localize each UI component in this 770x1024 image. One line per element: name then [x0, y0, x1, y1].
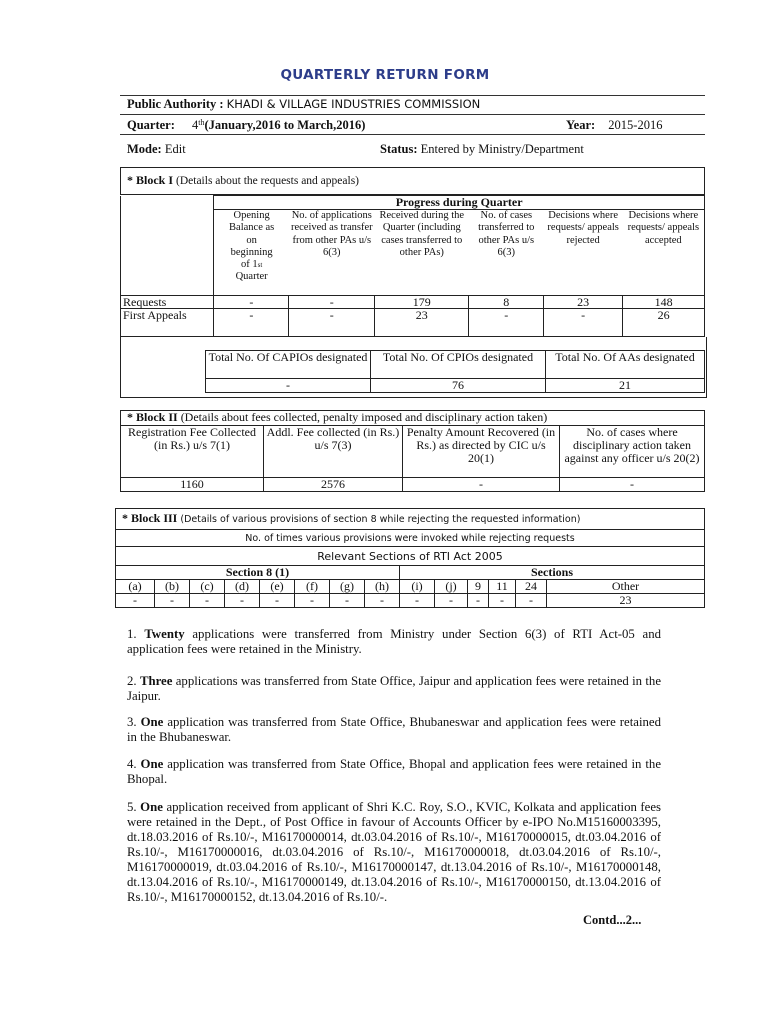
row-label: First Appeals: [121, 309, 214, 337]
values-row: [116, 594, 705, 608]
note-emphasis: One: [140, 757, 164, 771]
note-emphasis: Three: [139, 674, 173, 688]
totals-table: [205, 350, 705, 393]
quarter-label: Quarter:: [127, 118, 175, 132]
note-2: [127, 674, 661, 704]
year-value: 2015-2016: [608, 118, 663, 132]
registration-fee-header: Registration Fee Collected (in Rs.) u/s 7(1): [121, 426, 264, 478]
disciplinary-value: -: [560, 478, 705, 492]
block3-desc: (Details of various provisions of section 8 while rejecting the requested information): [180, 514, 581, 525]
col-accepted: Decisions where requests/ appeals accepted: [623, 210, 705, 296]
quarter-suffix: th: [198, 118, 205, 127]
sub-header: (f): [295, 580, 330, 594]
sub-header: Other: [547, 580, 705, 594]
header-rule: [120, 95, 705, 96]
sub-header: (g): [330, 580, 365, 594]
cell: 23: [544, 296, 623, 309]
cell: -: [469, 309, 544, 337]
sub-header: 24: [516, 580, 547, 594]
public-authority-label: Public Authority :: [127, 97, 224, 111]
addl-fee-header: Addl. Fee collected (in Rs.) u/s 7(3): [264, 426, 403, 478]
cell: -: [468, 594, 489, 608]
quarter-value: (January,2016 to March,2016): [204, 118, 366, 132]
penalty-header: Penalty Amount Recovered (in Rs.) as directed by CIC u/s 20(1): [403, 426, 560, 478]
public-authority: [127, 97, 480, 112]
note-number: 4.: [127, 757, 137, 771]
section8-label: Section 8 (1): [116, 566, 400, 580]
sub-header: (e): [260, 580, 295, 594]
block1-label: * Block I: [127, 173, 174, 187]
contd-label: Contd...2...: [583, 913, 642, 927]
addl-fee-value: 2576: [264, 478, 403, 492]
row-requests: [121, 296, 705, 309]
header-rule-2: [120, 114, 705, 115]
note-4: [127, 757, 661, 787]
note-emphasis: One: [140, 800, 163, 814]
block1-table: [120, 195, 705, 337]
block2-title: [121, 411, 705, 426]
block3-table: [115, 508, 705, 608]
cell: -: [330, 594, 365, 608]
penalty-value: -: [403, 478, 560, 492]
total-capio-header: Total No. Of CAPIOs designated: [206, 351, 371, 379]
block1-desc: (Details about the requests and appeals): [176, 175, 359, 187]
total-cpio-header: Total No. Of CPIOs designated: [371, 351, 546, 379]
sub-header: (i): [400, 580, 435, 594]
relevant-sections-label: Relevant Sections of RTI Act 2005: [116, 547, 705, 566]
note-3: [127, 715, 661, 745]
total-cpio-value: 76: [371, 379, 546, 393]
col-transferred-out: No. of cases transferred to other PAs u/s 6(3): [469, 210, 544, 296]
disciplinary-header: No. of cases where disciplinary action taken against any officer u/s 20(2): [560, 426, 705, 478]
col-rejected: Decisions where requests/ appeals rejected: [544, 210, 623, 296]
cell: -: [289, 309, 375, 337]
col-opening-balance: Opening Balance as on beginning of 1st Quarter: [214, 210, 289, 296]
block3-label: * Block III: [122, 511, 178, 525]
note-number: 2.: [127, 674, 137, 688]
block1-header: [120, 167, 705, 195]
note-number: 5.: [127, 800, 137, 814]
cell: 26: [623, 309, 705, 337]
cell: -: [214, 309, 289, 337]
cell: -: [214, 296, 289, 309]
year: [566, 118, 662, 133]
cell: -: [516, 594, 547, 608]
quarter-number: 4: [192, 118, 199, 132]
note-text: applications was transferred from State Office, Jaipur and application fees were retained in the Jaipur.: [127, 674, 661, 703]
year-label: Year:: [566, 118, 596, 132]
note-text: application was transferred from State Office, Bhopal and application fees were retained in the Bhopal.: [127, 757, 661, 786]
cell: -: [289, 296, 375, 309]
note-number: 3.: [127, 715, 137, 729]
cell: 179: [375, 296, 469, 309]
total-capio-value: -: [206, 379, 371, 393]
note-emphasis: Twenty: [144, 627, 185, 641]
sub-header: (h): [365, 580, 400, 594]
cell: 8: [469, 296, 544, 309]
progress-title: Progress during Quarter: [214, 196, 705, 210]
quarter: [127, 118, 365, 133]
sub-header-row: [116, 580, 705, 594]
registration-fee-value: 1160: [121, 478, 264, 492]
sub-header: (a): [116, 580, 155, 594]
note-5: [127, 800, 661, 905]
block2-table: [120, 410, 705, 492]
status-label: Status:: [380, 142, 418, 156]
row-first-appeals: [121, 309, 705, 337]
total-aa-value: 21: [546, 379, 705, 393]
col-transfer-received: No. of applications received as transfer from other PAs u/s 6(3): [289, 210, 375, 296]
sections-label: Sections: [400, 566, 705, 580]
cell: -: [489, 594, 516, 608]
sub-header: 9: [468, 580, 489, 594]
times-invoked-label: No. of times various provisions were invoked while rejecting requests: [116, 530, 705, 547]
mode: [127, 142, 186, 157]
note-emphasis: One: [140, 715, 164, 729]
page-title: QUARTERLY RETURN FORM: [280, 67, 490, 83]
col-received-quarter: Received during the Quarter (including cases transferred to other PAs): [375, 210, 469, 296]
sub-header: (b): [155, 580, 190, 594]
header-rule-3: [120, 134, 705, 135]
note-1: [127, 627, 661, 657]
mode-label: Mode:: [127, 142, 162, 156]
row-label: Requests: [121, 296, 214, 309]
cell: -: [260, 594, 295, 608]
cell: -: [295, 594, 330, 608]
cell: -: [435, 594, 468, 608]
cell: -: [190, 594, 225, 608]
sub-header: 11: [489, 580, 516, 594]
block3-title: [116, 509, 705, 530]
cell: 23: [375, 309, 469, 337]
sub-header: (c): [190, 580, 225, 594]
total-aa-header: Total No. Of AAs designated: [546, 351, 705, 379]
cell: -: [544, 309, 623, 337]
sub-header: (j): [435, 580, 468, 594]
cell: -: [365, 594, 400, 608]
cell: -: [225, 594, 260, 608]
public-authority-value: KHADI & VILLAGE INDUSTRIES COMMISSION: [226, 97, 481, 111]
status: [380, 142, 584, 157]
note-text: applications were transferred from Ministry under Section 6(3) of RTI Act-05 and application fees were retained in the Ministry.: [127, 627, 662, 656]
status-value: Entered by Ministry/Department: [420, 142, 584, 156]
cell: 148: [623, 296, 705, 309]
note-text: application was transferred from State Office, Bhubaneswar and application fees were retained in the Bhubaneswar.: [127, 715, 662, 744]
block2-label: * Block II: [127, 410, 178, 424]
cell: 23: [547, 594, 705, 608]
cell: -: [400, 594, 435, 608]
note-text: application received from applicant of Shri K.C. Roy, S.O., KVIC, Kolkata and application fees were retained in the Dept., of Post Office in favour of Accounts Officer by e-IPO No.M15160003395, dt.18.03.2016 of Rs.10/-, M16170000014, dt.03.04.2016 of Rs.10/-, M16170000015, dt.03.04.2016 of Rs.10/-, M16170000016, dt.03.04.2016 of Rs.10/-, M16170000018, dt.03.04.2016 of Rs.10/-, M16170000019, dt.03.04.2016 of Rs.10/-, M16170000147, dt.13.04.2016 of Rs.10/-, M16170000148, dt.13.04.2016 of Rs.10/-, M16170000149, dt.13.04.2016 of Rs.10/-, M16170000150, dt.13.04.2016 of Rs.10/-, M16170000152, dt.13.04.2016 of Rs.10/-.: [127, 800, 661, 904]
block1-title: [121, 168, 705, 195]
note-number: 1.: [127, 627, 137, 641]
sub-header: (d): [225, 580, 260, 594]
cell: -: [116, 594, 155, 608]
block2-desc: (Details about fees collected, penalty imposed and disciplinary action taken): [180, 410, 548, 424]
mode-value: Edit: [164, 142, 186, 156]
cell: -: [155, 594, 190, 608]
